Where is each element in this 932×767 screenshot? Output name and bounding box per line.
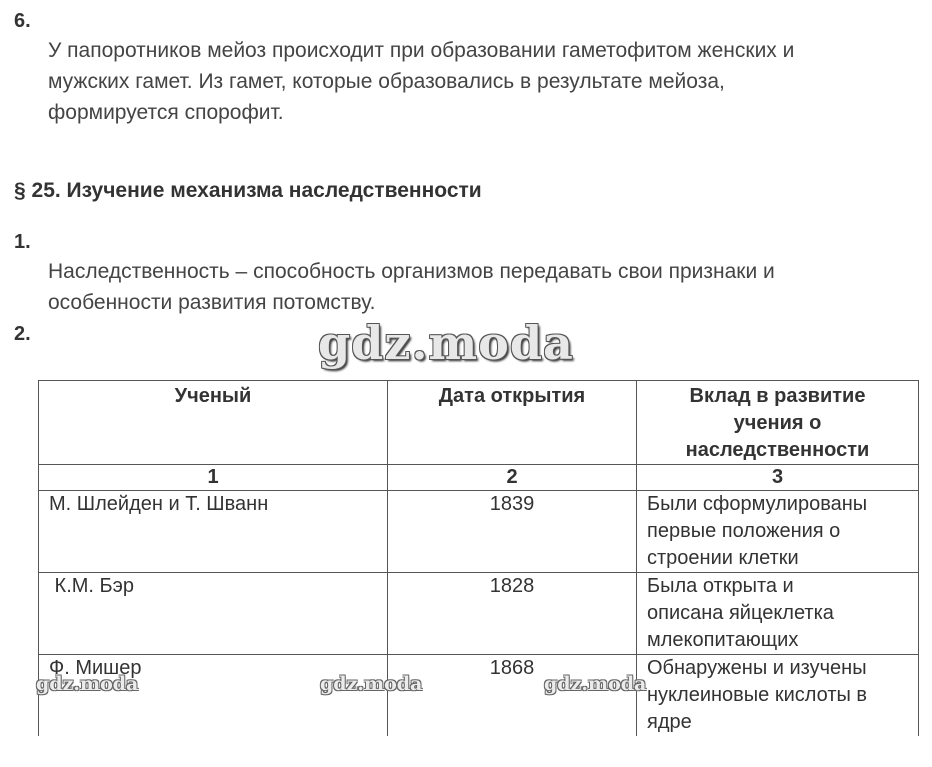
header-contribution: Вклад в развитие учения о наследственности [637,381,919,465]
answer-line: формируется спорофит. [48,101,284,124]
question-1-number: 1. [14,231,31,253]
answer-line: У папоротников мейоз происходит при образовании гаметофитом женских и [48,39,795,62]
cell-scientist: Ф. Мишер [39,655,388,737]
scientists-table [38,380,919,736]
watermark-logo-small: gdz.moda [544,673,647,695]
answer-line: Наследственность – способность организмов передавать свои признаки и [48,260,775,283]
watermark-logo: gdz.moda [318,316,574,370]
table-header-row [39,381,919,465]
answer-line: особенности развития потомству. [48,291,376,314]
watermark-logo-small: gdz.moda [36,673,139,695]
header-scientist: Ученый [39,381,388,465]
column-number: 2 [388,465,637,491]
table-row [39,573,919,655]
answer-line: мужских гамет. Из гамет, которые образовались в результате мейоза, [48,70,725,93]
column-number: 3 [637,465,919,491]
section-heading: § 25. Изучение механизма наследственности [14,179,482,202]
column-number: 1 [39,465,388,491]
header-date: Дата открытия [388,381,637,465]
cell-contribution: Были сформулированы первые положения о строении клетки [637,491,919,573]
cell-contribution: Обнаружены и изучены нуклеиновые кислоты в ядре [637,655,919,737]
question-1-answer [48,256,918,318]
cell-scientist: К.М. Бэр [39,573,388,655]
table-row [39,655,919,737]
column-number-row [39,465,919,491]
cell-contribution: Была открыта и описана яйцеклетка млекопитающих [637,573,919,655]
question-2-number: 2. [14,323,31,345]
cell-date: 1839 [388,491,637,573]
watermark-logo-small: gdz.moda [320,673,423,695]
table-row [39,491,919,573]
cell-scientist: М. Шлейден и Т. Шванн [39,491,388,573]
cell-date: 1868 [388,655,637,737]
question-6-number: 6. [14,10,31,32]
cell-date: 1828 [388,573,637,655]
question-6-answer [48,35,918,128]
